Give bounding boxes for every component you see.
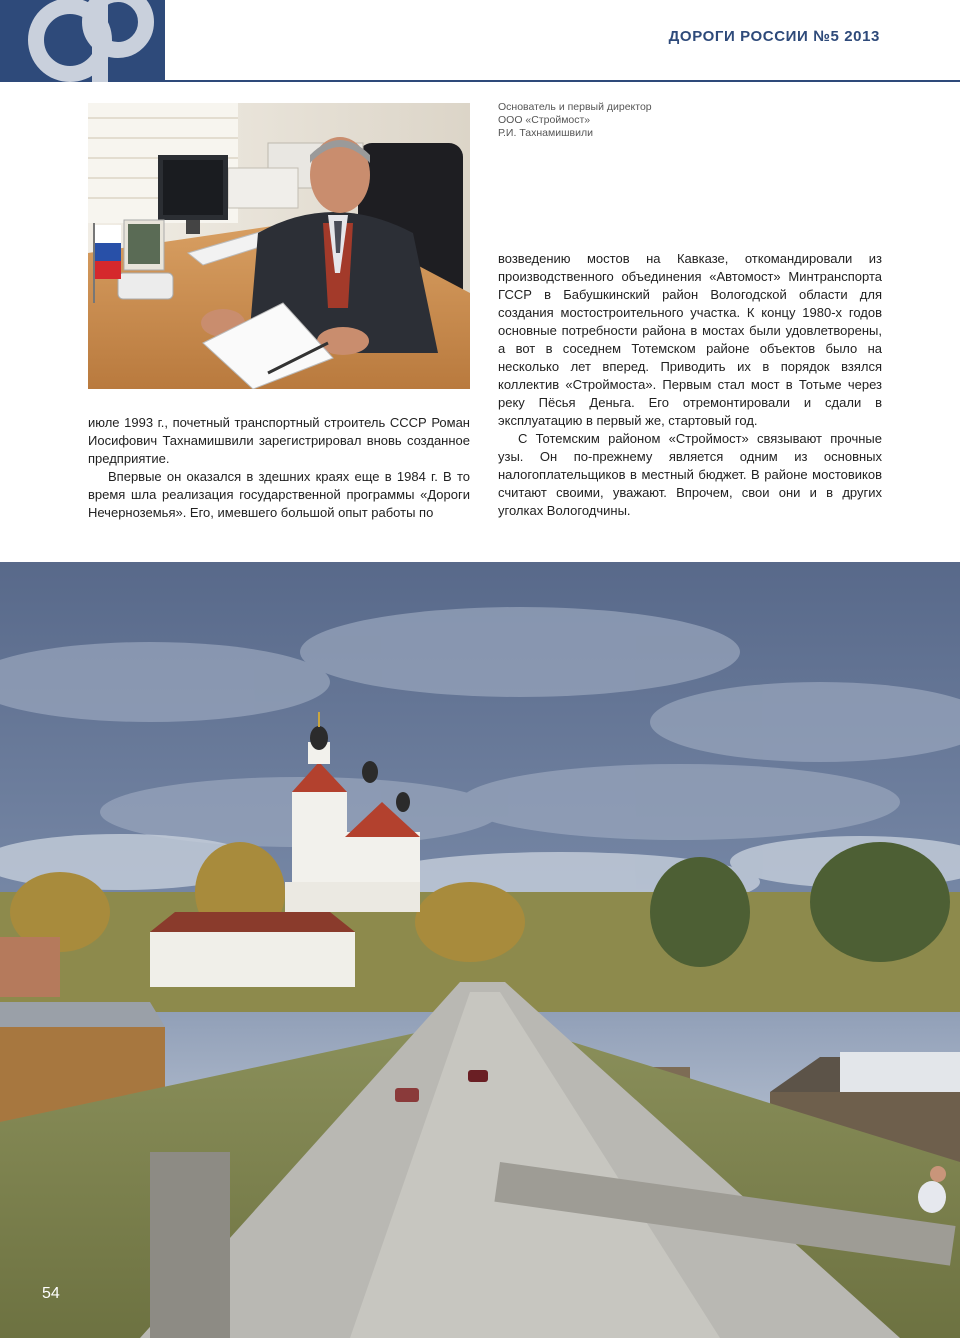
caption-line: Р.И. Тахнамишвили xyxy=(498,127,593,139)
portrait-photo xyxy=(88,103,470,389)
article-column-right xyxy=(498,250,882,520)
page-number: 54 xyxy=(42,1285,60,1302)
photo-caption xyxy=(498,101,698,140)
article-paragraph: С Тотемским районом «Строймост» связывают прочные узы. Он по-прежнему является одним из основных налогоплательщиков в местный бюджет. В районе мостовиков считают своими, уважают. Впрочем, свои они и в других уголках Вологодчины. xyxy=(498,431,882,518)
article-column-left xyxy=(88,414,470,522)
landscape-photo xyxy=(0,562,960,1338)
header-divider xyxy=(165,80,960,82)
article-paragraph: Впервые он оказался в здешних краях еще в 1984 г. В то время шла реализация государственной программы «Дороги Нечерноземья». Его, имевшего большой опыт работы по xyxy=(88,469,470,520)
logo-mark-icon xyxy=(0,0,165,82)
caption-line: Основатель и первый директор xyxy=(498,101,652,113)
article-paragraph: возведению мостов на Кавказе, откомандировали из производственного объединения «Автомост» Минтранспорта ГССР в Бабушкинский район Вологодской области для создания мостостроительного участка. К концу 1980-х годов основные потребности района в мостах были удовлетворены, а вот в соседнем Тотемском районе объектов было на несколько лет вперед. Приводить их в порядок взялся коллектив «Строймоста». Первым стал мост в Тотьме через реку Пёсья Деньга. Его отремонтировали и сдали в эксплуатацию в первый же, стартовый год. xyxy=(498,251,882,428)
caption-line: ООО «Строймост» xyxy=(498,114,591,126)
article-paragraph: июле 1993 г., почетный транспортный строитель СССР Роман Иосифович Тахнамишвили зарегистрировал вновь созданное предприятие. xyxy=(88,415,470,466)
magazine-title: ДОРОГИ РОССИИ №5 2013 xyxy=(668,28,880,45)
magazine-logo xyxy=(0,0,165,82)
